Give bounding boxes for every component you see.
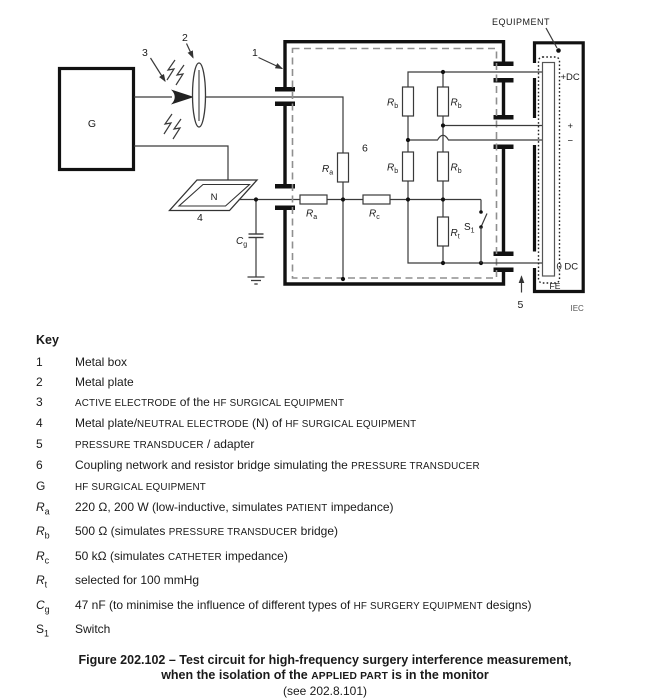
- cg-capacitor: [236, 197, 265, 284]
- key-description: 500 Ω (simulates PRESSURE TRANSDUCER bridge): [75, 524, 338, 539]
- neutral-label: N: [210, 192, 218, 203]
- key-symbol: G: [36, 479, 46, 493]
- rc-label: $R_c$: [369, 208, 380, 221]
- label-2: 2: [182, 32, 188, 44]
- key-symbol: 2: [36, 375, 43, 389]
- key-title: Key: [36, 333, 59, 347]
- iec-mark: IEC: [570, 304, 584, 313]
- key-symbol: 6: [36, 458, 43, 472]
- ra-vertical-label: $R_a$: [322, 164, 334, 177]
- spark-icon: [173, 119, 181, 139]
- key-row: [36, 501, 650, 518]
- key-section: [0, 330, 650, 640]
- active-electrode: [142, 47, 194, 139]
- key-row: [36, 599, 650, 616]
- key-row: [36, 376, 650, 389]
- key-symbol: 5: [36, 437, 43, 451]
- key-row: [36, 574, 650, 591]
- label-3: 3: [142, 47, 148, 59]
- key-description: ACTIVE ELECTRODE of the HF SURGICAL EQUIPMENT: [75, 395, 345, 409]
- key-row: [36, 525, 650, 542]
- terminal-fe: FE: [549, 281, 561, 291]
- key-description: Metal box: [75, 355, 128, 369]
- label-5: 5: [517, 299, 524, 311]
- key-rows: [36, 356, 650, 640]
- terminal-minus: −: [567, 135, 574, 147]
- key-row: [36, 396, 650, 410]
- key-description: Metal plate: [75, 375, 134, 389]
- key-symbol: $S_1$: [36, 621, 50, 639]
- generator-label: G: [87, 118, 97, 130]
- cg-label: $C_g$: [236, 236, 248, 249]
- terminal-plus-dc: +DC: [560, 72, 580, 83]
- key-row: [36, 356, 650, 369]
- key-description: 47 nF (to minimise the influence of different types of HF SURGERY EQUIPMENT designs): [75, 597, 532, 612]
- key-description: Switch: [75, 621, 111, 636]
- key-symbol: 1: [36, 355, 43, 369]
- rb-label-2: $R_b$: [387, 162, 399, 175]
- key-row: [36, 459, 650, 473]
- caption-line1: Figure 202.102 – Test circuit for high-frequency surgery interference measurement,: [78, 653, 572, 668]
- metal-plate: [182, 32, 343, 153]
- key-row: [36, 623, 650, 640]
- ground-icon: [248, 277, 265, 284]
- key-symbol: $C_g$: [36, 597, 50, 614]
- key-symbol: 4: [36, 416, 43, 430]
- equipment-label: EQUIPMENT: [492, 17, 551, 27]
- key-description: 50 kΩ (simulates CATHETER impedance): [75, 548, 288, 563]
- key-description: HF SURGICAL EQUIPMENT: [75, 482, 207, 493]
- s1-label: $S_1$: [464, 222, 475, 235]
- electrode-arrow: [171, 90, 194, 105]
- circuit-diagram: [0, 0, 650, 330]
- applied-part-connector-strip: [543, 63, 555, 277]
- rb-label-3: $R_b$: [450, 97, 462, 110]
- key-symbol: $R_b$: [36, 524, 50, 541]
- figure-caption: [0, 653, 650, 699]
- rb-label-4: $R_b$: [450, 162, 462, 175]
- rt-label: $R_t$: [450, 228, 460, 241]
- key-symbol: $R_a$: [36, 500, 50, 517]
- key-description: Coupling network and resistor bridge simulating the PRESSURE TRANSDUCER: [75, 458, 480, 472]
- key-symbol: 3: [36, 395, 43, 409]
- ra-horizontal-label: $R_a$: [306, 208, 318, 221]
- caption-line2: when the isolation of the APPLIED PART is in the monitor: [161, 668, 489, 683]
- metal-box: [252, 42, 514, 284]
- spark-icon: [164, 114, 172, 134]
- key-row: [36, 438, 650, 452]
- key-row: [36, 550, 650, 567]
- rb-label-1: $R_b$: [387, 97, 399, 110]
- spark-icon: [167, 60, 175, 80]
- label-4: 4: [197, 212, 203, 224]
- switch-s1: [464, 200, 487, 264]
- key-row: [36, 480, 650, 494]
- key-description: 220 Ω, 200 W (low-inductive, simulates PATIENT impedance): [75, 500, 394, 514]
- caption-line3: (see 202.8.101): [282, 684, 368, 699]
- spark-icon: [176, 65, 184, 85]
- label-1: 1: [252, 47, 258, 59]
- key-symbol: $R_c$: [36, 548, 50, 566]
- key-description: Metal plate/NEUTRAL ELECTRODE (N) of HF SURGICAL EQUIPMENT: [75, 416, 417, 430]
- key-row: [36, 417, 650, 431]
- coupling-network: [300, 70, 543, 281]
- terminal-plus: +: [567, 121, 574, 132]
- key-description: PRESSURE TRANSDUCER / adapter: [75, 437, 255, 451]
- key-description: selected for 100 mmHg: [75, 573, 200, 588]
- pressure-transducer-pointer: [518, 277, 524, 312]
- key-symbol: $R_t$: [36, 573, 48, 590]
- label-6: 6: [362, 142, 368, 155]
- terminal-zero-dc: 0 DC: [556, 261, 579, 273]
